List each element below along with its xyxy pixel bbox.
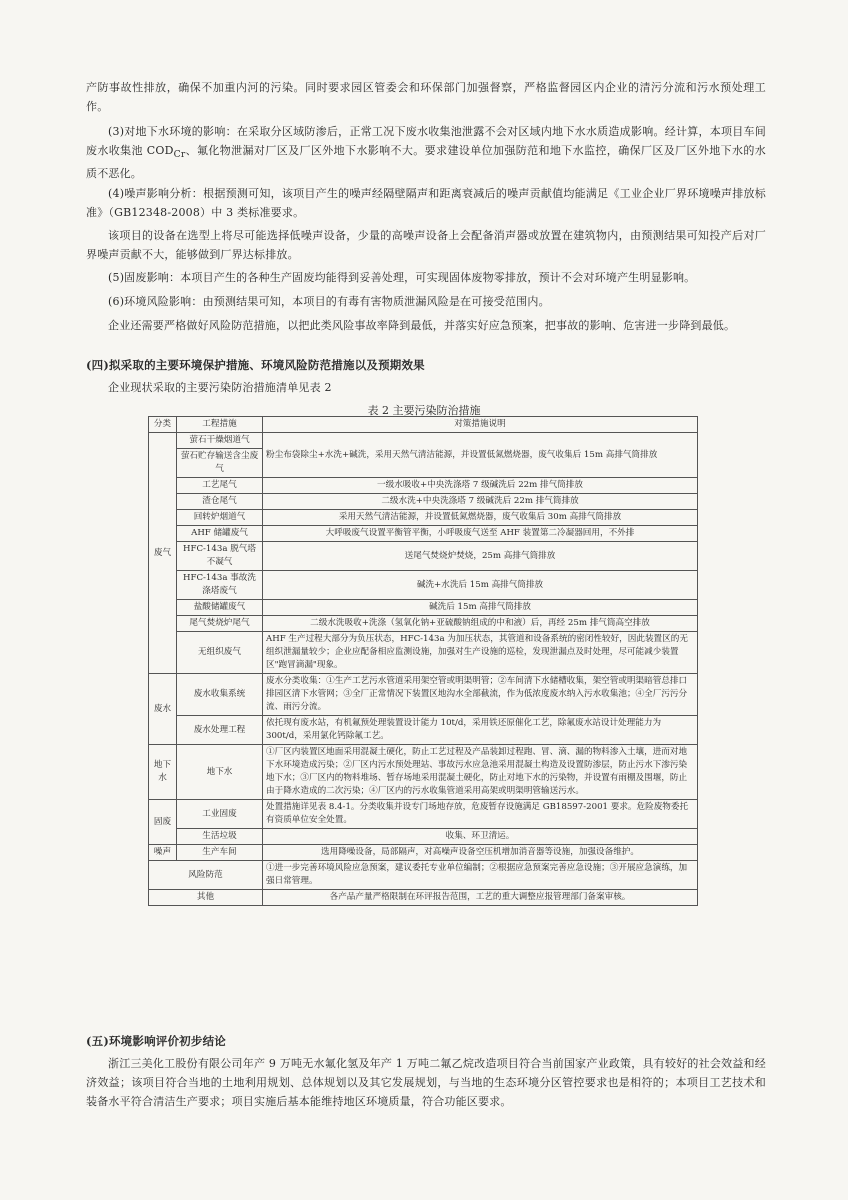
measure-cell: 萤石干燥烟道气 <box>177 433 263 449</box>
section-4-heading: (四)拟采取的主要环境保护措施、环境风险防范措施以及预期效果 <box>86 358 425 372</box>
description-cell: 选用降噪设备，局部隔声，对高噪声设备空压机增加消音器等设施，加强设备维护。 <box>263 845 698 861</box>
measure-cell: 废水收集系统 <box>177 674 263 716</box>
category-cell: 废水 <box>149 674 177 745</box>
measure-cell: 工业固废 <box>177 800 263 829</box>
description-cell: 一级水吸收+中央洗涤塔 7 级碱洗后 22m 排气筒排放 <box>263 478 698 494</box>
pollution-control-table <box>148 416 698 906</box>
paragraph-noise-equipment: 该项目的设备在选型上将尽可能选择低噪声设备，少量的高噪声设备上会配备消声器或放置在建筑物内，由预测结果可知投产后对厂界噪声贡献不大，能够做到厂界达标排放。 <box>86 229 766 261</box>
section-5-heading: (五)环境影响评价初步结论 <box>86 1034 226 1048</box>
header-measure: 工程措施 <box>177 417 263 433</box>
description-cell: 二级水洗吸收+洗涤（氢氧化钠+亚硫酸钠组成的中和液）后，再经 25m 排气筒高空排放 <box>263 616 698 632</box>
measure-cell: 无组织废气 <box>177 632 263 674</box>
measure-cell: HFC-143a 事故洗涤塔废气 <box>177 571 263 600</box>
category-cell: 废气 <box>149 433 177 674</box>
measure-cell: HFC-143a 脱气塔不凝气 <box>177 542 263 571</box>
measure-cell: 废水处理工程 <box>177 716 263 745</box>
measure-cell: 渣仓尾气 <box>177 494 263 510</box>
paragraph-noise-analysis: (4)噪声影响分析：根据预测可知，该项目产生的噪声经隔壁隔声和距离衰减后的噪声贡献值均能满足《工业企业厂界环境噪声排放标准》（GB12348-2008）中 3 类标准要求。 <box>86 187 766 219</box>
conclusion-paragraph: 浙江三美化工股份有限公司年产 9 万吨无水氟化氢及年产 1 万吨二氟乙烷改造项目符合当前国家产业政策，具有较好的社会效益和经济效益；该项目符合当地的土地利用规划、总体规划以及其它发展规划，与当地的生态环境分区管控要求也是相符的；本项目工艺技术和装备水平符合清洁生产要求；项目实施后基本能维持地区环境质量，符合功能区要求。 <box>86 1057 766 1108</box>
table-row <box>149 600 698 616</box>
measure-cell: 盐酸储罐废气 <box>177 600 263 616</box>
table-row <box>149 829 698 845</box>
category-cell: 风险防范 <box>149 861 263 890</box>
measure-cell: 生活垃圾 <box>177 829 263 845</box>
table-row <box>149 674 698 716</box>
description-cell: 采用天然气清洁能源，并设置低氮燃烧器，废气收集后 30m 高排气筒排放 <box>263 510 698 526</box>
description-cell: 废水分类收集：①生产工艺污水管道采用架空管或明渠明管；②车间清下水储槽收集，架空管或明渠暗管总排口排园区清下水管网；③全厂正常情况下装置区地沟水全部截流，作为低浓度废水纳入污水收集池；④全厂污污分流、雨污分流。 <box>263 674 698 716</box>
table-row <box>149 571 698 600</box>
description-cell: 粉尘布袋除尘+水洗+碱洗，采用天然气清洁能源，并设置低氮燃烧器，废气收集后 15m 高排气筒排放 <box>263 433 698 478</box>
measure-cell: 回转炉烟道气 <box>177 510 263 526</box>
table-row <box>149 716 698 745</box>
header-category: 分类 <box>149 417 177 433</box>
table-row <box>149 526 698 542</box>
category-cell: 固废 <box>149 800 177 845</box>
paragraph-risk-measures: 企业还需要严格做好风险防范措施，以把此类风险事故率降到最低，并落实好应急预案，把事故的影响、危害进一步降到最低。 <box>108 319 736 332</box>
table-row <box>149 433 698 449</box>
table-header-row <box>149 417 698 433</box>
measure-cell: 萤石贮存输送含尘废气 <box>177 449 263 478</box>
category-cell: 地下水 <box>149 745 177 800</box>
paragraph-wastewater-tail: 产防事故性排放，确保不加重内河的污染。同时要求园区管委会和环保部门加强督察，严格监督园区内企业的清污分流和污水预处理工作。 <box>86 81 766 113</box>
paragraph-groundwater-impact: (3)对地下水环境的影响：在采取分区域防渗后，正常工况下废水收集池泄露不会对区域内地下水水质造成影响。经计算，本项目车间废水收集池 $COD_{Cr}$、氟化物泄漏对厂区及厂区外地下水影响不大。要求建设单位加强防范和地下水监控，确保厂区及厂区外地下水的水质不恶化。 <box>86 125 766 181</box>
category-cell: 噪声 <box>149 845 177 861</box>
measure-cell: 工艺尾气 <box>177 478 263 494</box>
description-cell: 各产品产量严格限制在环评报告范围，工艺的重大调整应报管理部门备案审核。 <box>263 890 698 906</box>
table-row <box>149 494 698 510</box>
table-row <box>149 632 698 674</box>
description-cell: AHF 生产过程大部分为负压状态，HFC-143a 为加压状态，其管道和设备系统的密闭性较好，因此装置区的无组织泄漏量较少；企业应配备相应监测设施，加强对生产设施的巡检，发现泄漏点及时处理，尽可能减少装置区"跑冒滴漏"现象。 <box>263 632 698 674</box>
table-row <box>149 542 698 571</box>
description-cell: 送尾气焚烧炉焚烧，25m 高排气筒排放 <box>263 542 698 571</box>
paragraph-risk-impact: (6)环境风险影响：由预测结果可知，本项目的有毒有害物质泄漏风险是在可接受范围内。 <box>108 295 550 308</box>
table-row <box>149 861 698 890</box>
paragraph-solid-waste: (5)固废影响：本项目产生的各种生产固废均能得到妥善处理，可实现固体废物零排放，预计不会对环境产生明显影响。 <box>108 271 696 284</box>
table-row <box>149 745 698 800</box>
description-cell: ①进一步完善环境风险应急预案，建议委托专业单位编制；②根据应急预案完善应急设施；③开展应急演练，加强日常管理。 <box>263 861 698 890</box>
table-row <box>149 510 698 526</box>
measure-cell: AHF 储罐废气 <box>177 526 263 542</box>
table-row <box>149 800 698 829</box>
table-row <box>149 845 698 861</box>
measure-cell: 尾气焚烧炉尾气 <box>177 616 263 632</box>
table-row <box>149 478 698 494</box>
description-cell: 依托现有废水站，有机氟预处理装置设计能力 10t/d，采用铁还原催化工艺，除氟废水站设计处理能力为 300t/d，采用氯化钙除氟工艺。 <box>263 716 698 745</box>
measure-cell: 地下水 <box>177 745 263 800</box>
table-row <box>149 890 698 906</box>
measure-cell: 生产车间 <box>177 845 263 861</box>
table-caption: 表 2 主要污染防治措施 <box>367 404 481 417</box>
description-cell: 处置措施详见表 8.4-1。分类收集并设专门场地存放，危废暂存设施满足 GB18597-2001 要求。危险废物委托有资质单位安全处置。 <box>263 800 698 829</box>
header-description: 对策措施说明 <box>263 417 698 433</box>
category-cell: 其他 <box>149 890 263 906</box>
description-cell: 大呼吸废气设置平衡管平衡，小呼吸废气送至 AHF 装置第二冷凝器回用，不外排 <box>263 526 698 542</box>
description-cell: 碱洗+水洗后 15m 高排气筒排放 <box>263 571 698 600</box>
description-cell: 收集、环卫清运。 <box>263 829 698 845</box>
description-cell: 二级水洗+中央洗涤塔 7 级碱洗后 22m 排气筒排放 <box>263 494 698 510</box>
table-row <box>149 616 698 632</box>
description-cell: 碱洗后 15m 高排气筒排放 <box>263 600 698 616</box>
table-intro: 企业现状采取的主要污染防治措施清单见表 2 <box>108 381 332 394</box>
description-cell: ①厂区内装置区地面采用混凝土硬化，防止工艺过程及产品装卸过程跑、冒、滴、漏的物料渗入土壤，进而对地下水环境造成污染；②厂区内污水预处理站、事故污水应急池采用混凝土构造及设置防渗层，防止污水下渗污染地下水；③厂区内的物料堆场、暂存场地采用混凝土硬化，防止对地下水的污染物，并设置有雨棚及围堰，防止由于降水造成的二次污染；④厂区内的污水收集管道采用高架或明渠明管输送污水。 <box>263 745 698 800</box>
